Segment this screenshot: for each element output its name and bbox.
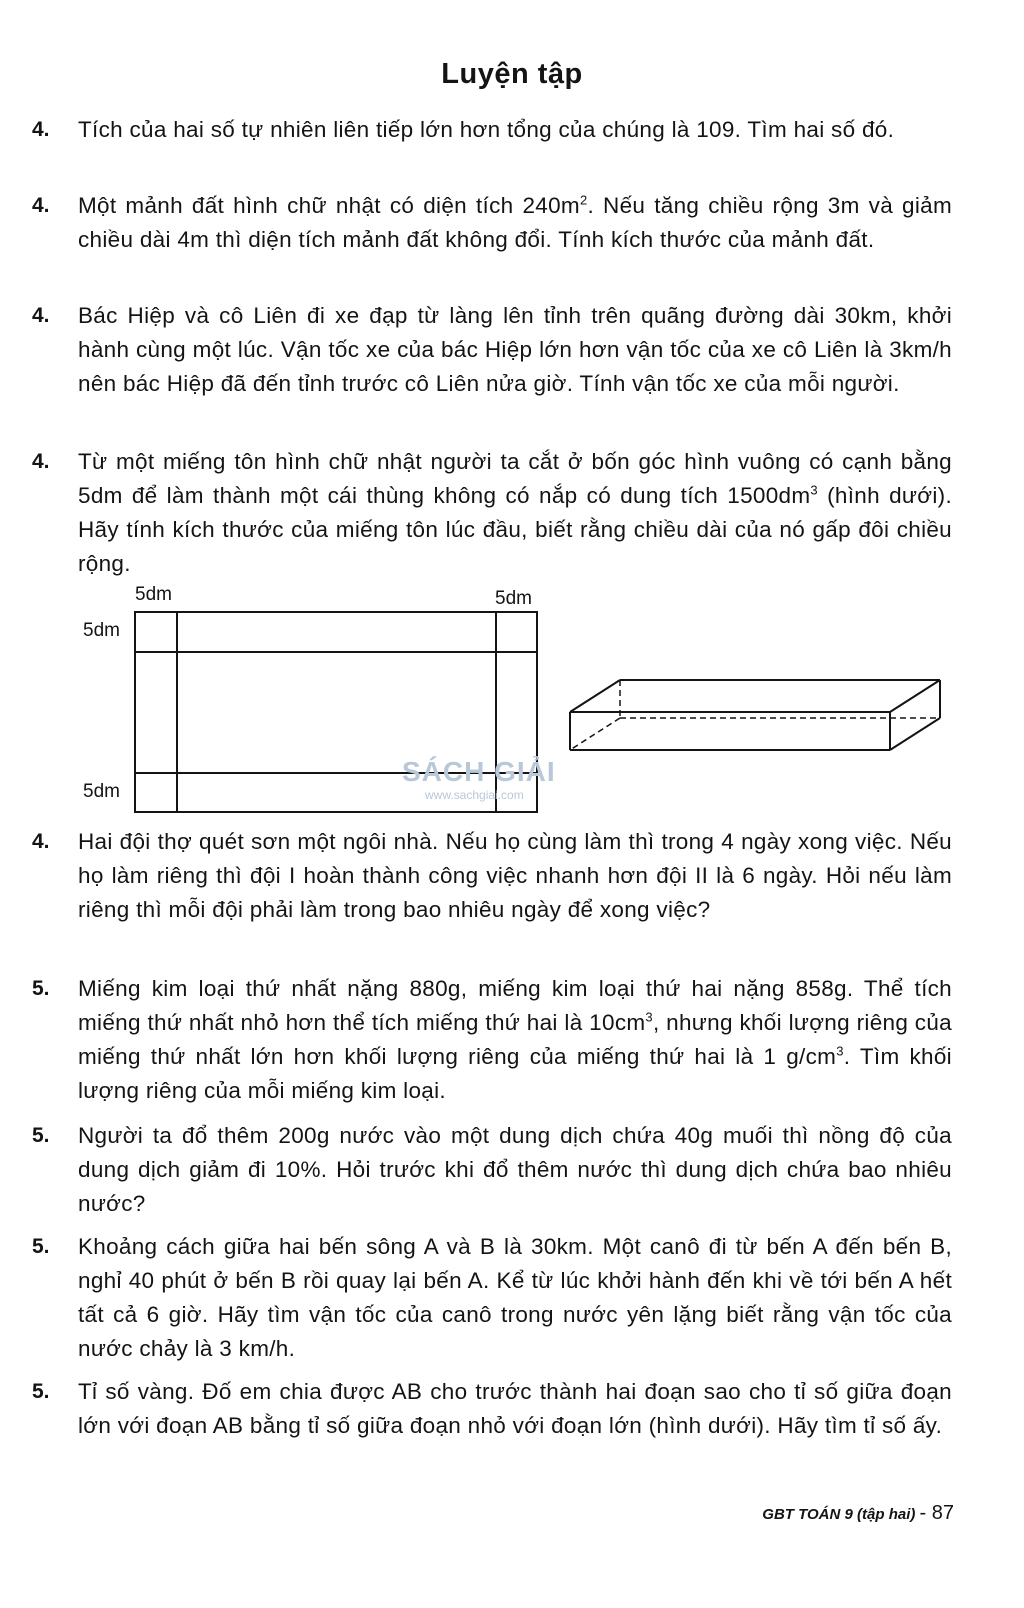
exercise-number: 5. [32,1235,50,1258]
page-title: Luyện tập [441,58,583,90]
exercise-text: Miếng kim loại thứ nhất nặng 880g, miếng kim loại thứ hai nặng 858g. Thể tích miếng thứ nhất nhỏ hơn thể tích miếng thứ hai là $10cm^3$, nhưng khối lượng riêng của miếng thứ nhất lớn hơn khối lượng riêng của miếng thứ hai là 1 $g/cm^3$. Tìm khối lượng riêng của mỗi miếng kim loại. [78,976,952,1103]
exercise-text: Tích của hai số tự nhiên liên tiếp lớn hơn tổng của chúng là 109. Tìm hai số đó. [78,117,895,142]
exercise-2 [32,189,952,257]
exercise-text: Người ta đổ thêm 200g nước vào một dung dịch chứa 40g muối thì nồng độ của dung dịch giảm đi 10%. Hỏi trước khi đổ thêm nước thì dung dịch chứa bao nhiêu nước? [78,1123,952,1216]
exercise-3 [32,299,952,401]
exercise-number: 4. [32,194,50,217]
exercise-1 [32,113,952,147]
book-title: GBT TOÁN 9 (tập hai) [762,1506,916,1523]
page-number: - 87 [919,1502,954,1524]
open-box-drawing [570,680,940,750]
watermark-url: www.sachgiai.com [425,788,524,802]
exercise-number: 4. [32,304,50,327]
page-footer [762,1502,954,1525]
label-5dm-left-top: 5dm [83,620,120,641]
figure-drawing [80,578,980,828]
exercise-number: 5. [32,1124,50,1147]
watermark-logo: SÁCH GIẢI [402,756,556,787]
exercise-5 [32,825,952,927]
exercise-text: Từ một miếng tôn hình chữ nhật người ta cắt ở bốn góc hình vuông có cạnh bằng 5dm để làm thành một cái thùng không có nắp có dung tích $1500dm^3$ (hình dưới). Hãy tính kích thước của miếng tôn lúc đầu, biết rằng chiều dài của nó gấp đôi chiều rộng. [78,449,952,576]
label-5dm-top-left: 5dm [135,584,172,605]
exercise-text: Bác Hiệp và cô Liên đi xe đạp từ làng lên tỉnh trên quãng đường dài 30km, khởi hành cùng một lúc. Vận tốc xe của bác Hiệp lớn hơn vận tốc của xe cô Liên là 3km/h nên bác Hiệp đã đến tỉnh trước cô Liên nửa giờ. Tính vận tốc xe của mỗi người. [78,303,952,396]
exercise-text: Một mảnh đất hình chữ nhật có diện tích $240m^2$. Nếu tăng chiều rộng 3m và giảm chiều dài 4m thì diện tích mảnh đất không đổi. Tính kích thước của mảnh đất. [78,192,952,252]
exercise-number: 5. [32,1380,50,1403]
label-5dm-top-right: 5dm [495,588,532,609]
exercise-6 [32,972,952,1108]
exercise-8 [32,1230,952,1366]
exercise-4 [32,445,952,581]
exercise-number: 4. [32,830,50,853]
label-5dm-left-bottom: 5dm [83,781,120,802]
exercise-text: Tỉ số vàng. Đố em chia được AB cho trước thành hai đoạn sao cho tỉ số giữa đoạn lớn với đoạn AB bằng tỉ số giữa đoạn nhỏ với đoạn lớn (hình dưới). Hãy tìm tỉ số ấy. [78,1379,952,1438]
exercise-number: 5. [32,977,50,1000]
exercise-number: 4. [32,118,50,141]
exercise-text: Khoảng cách giữa hai bến sông A và B là 30km. Một canô đi từ bến A đến bến B, nghỉ 40 phút ở bến B rồi quay lại bến A. Kể từ lúc khởi hành đến khi về tới bến A hết tất cả 6 giờ. Hãy tìm vận tốc của canô trong nước yên lặng biết rằng vận tốc của nước chảy là 3 km/h. [78,1234,952,1361]
exercise-7 [32,1119,952,1221]
exercise-9 [32,1375,952,1443]
exercise-number: 4. [32,450,50,473]
tin-sheet-figure [80,578,980,828]
exercise-text: Hai đội thợ quét sơn một ngôi nhà. Nếu họ cùng làm thì trong 4 ngày xong việc. Nếu họ làm riêng thì đội I hoàn thành công việc nhanh hơn đội II là 6 ngày. Hỏi nếu làm riêng thì mỗi đội phải làm trong bao nhiêu ngày để xong việc? [78,829,952,922]
